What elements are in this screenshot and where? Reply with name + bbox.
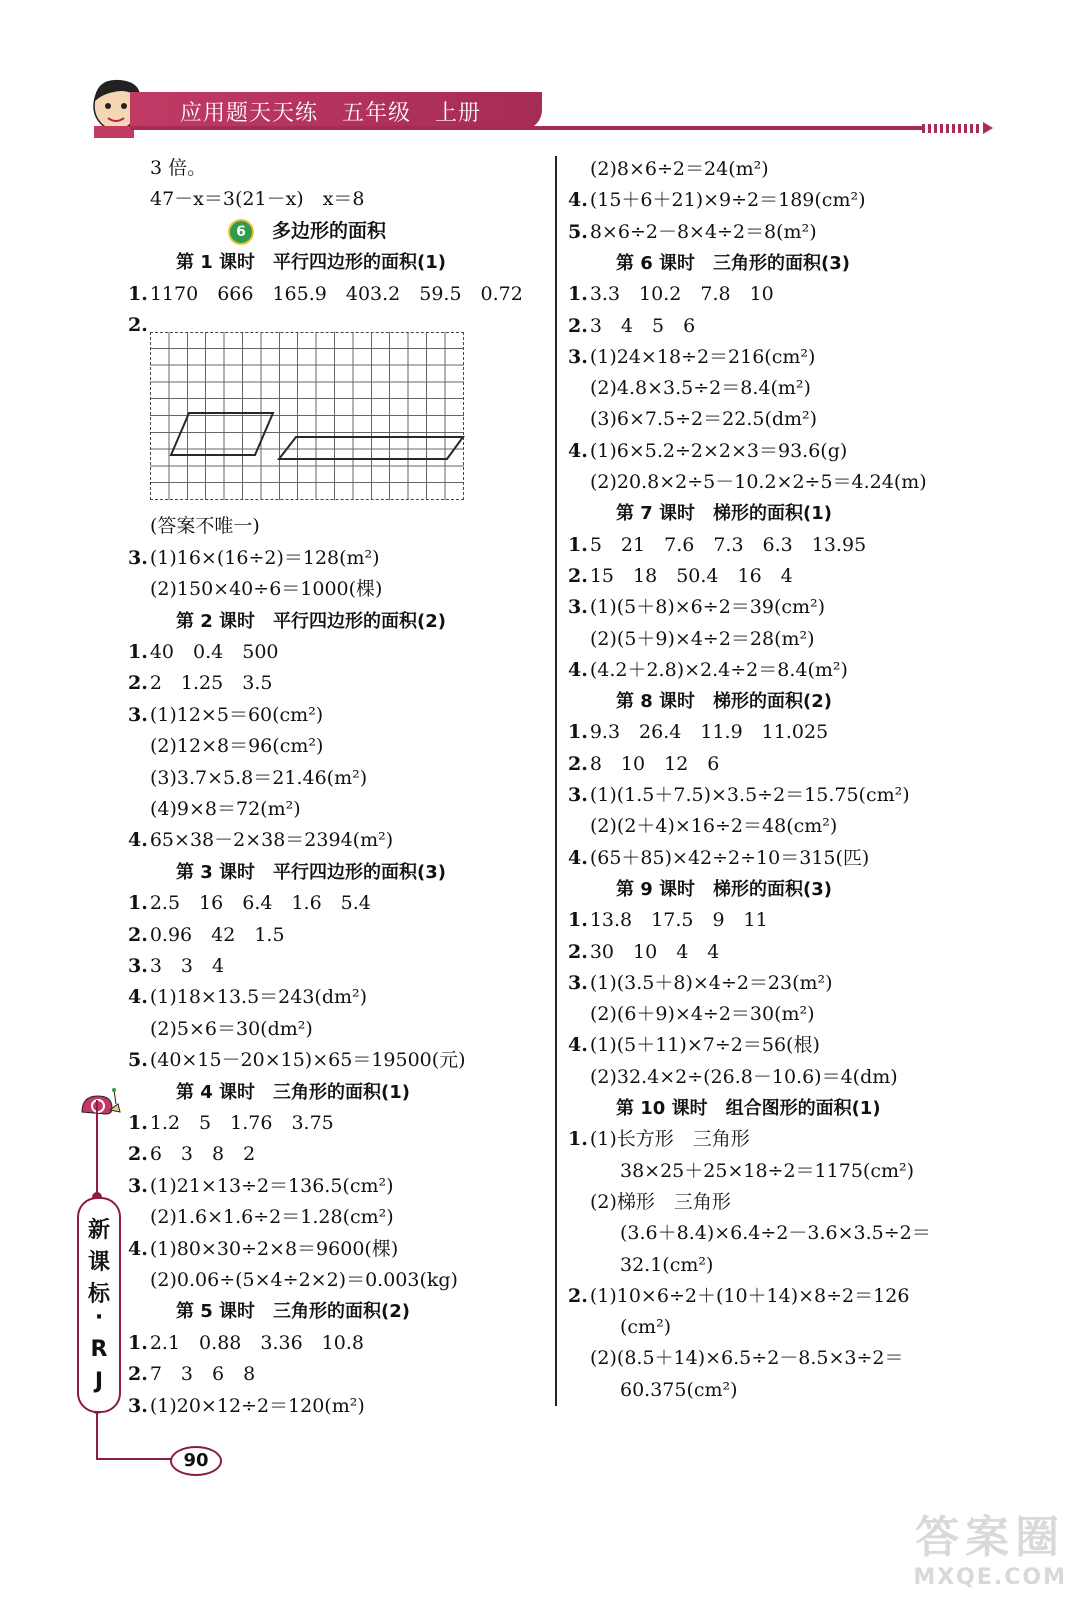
answer-line [620,1159,914,1183]
answer-line [150,1268,458,1292]
answer-text: (1)16×(16÷2)＝128(m²) [149,546,380,569]
question-number: 2. [568,314,588,337]
answer-text: (1)(5＋11)×7÷2＝56(根) [589,1034,820,1057]
answer-text: 2 1.25 3.5 [149,672,273,695]
answer-text: 3 4 5 6 [589,314,696,337]
snail-icon [78,1082,122,1118]
answer-text: 32.1(cm²) [620,1253,714,1276]
answer-line [568,783,910,807]
answer-text: 3 3 4 [149,955,225,977]
answer-text: (1)(1.5＋7.5)×3.5÷2＝15.75(cm²) [589,784,910,806]
answer-line [590,407,817,431]
question-number: 3. [568,345,588,368]
answer-text: 1.2 5 1.76 3.75 [149,1112,334,1134]
tag-char: J [94,1369,104,1394]
answer-line [568,314,695,338]
answer-text: 47－x＝3(21－x) x＝8 [150,188,365,211]
answer-text: (2)(8.5＋14)×6.5÷2－8.5×3÷2＝ [590,1347,904,1370]
answer-text: 2.1 0.88 3.36 10.8 [149,1331,364,1354]
answer-text: 6 3 8 2 [149,1143,256,1166]
question-number: 1. [128,892,148,915]
question-number: 2. [128,672,148,695]
answer-line [128,282,523,306]
header-arrow-icon [983,122,993,134]
question-number: 3. [128,955,148,977]
answer-text: (2)4.8×3.5÷2＝8.4(m²) [590,377,811,400]
question-number: 4. [128,1237,148,1260]
question-number: 4. [128,829,148,852]
answer-line [590,1346,904,1370]
answer-line [568,564,793,588]
answer-line [590,627,815,651]
unit-number-badge: 6 [228,219,254,245]
header-ticks [922,124,982,133]
answer-line [150,187,365,211]
answer-text: (1)长方形 三角形 [589,1128,750,1151]
answer-line [620,1378,738,1402]
answer-text: (3)6×7.5÷2＝22.5(dm²) [590,408,818,431]
question-number: 1. [568,721,588,744]
question-number: 4. [128,986,148,1009]
answer-line [128,1362,255,1386]
answer-text: (2)梯形 三角形 [590,1190,731,1213]
answer-text: (40×15－20×15)×65＝19500(元) [149,1049,466,1072]
answer-text: 7 3 6 8 [149,1363,256,1386]
question-number: 4. [568,439,588,462]
answer-text: (4.2＋2.8)×2.4÷2＝8.4(m²) [589,658,848,681]
question-number: 5. [568,220,588,243]
answer-text: (65＋85)×42÷2÷10＝315(匹) [589,846,870,869]
answer-text: 60.375(cm²) [620,1378,738,1401]
lesson-heading [176,609,446,634]
answer-line [568,595,825,619]
answer-line [590,376,811,400]
answer-line [590,814,837,838]
answer-text: 40 0.4 500 [149,641,279,663]
answer-line [568,971,833,995]
question-number: 2. [568,940,588,963]
answer-line [150,797,301,821]
answer-text: (1)18×13.5＝243(dm²) [149,986,368,1009]
answer-line [590,470,927,494]
answer-line [128,891,371,915]
question-number: 2. [128,1363,148,1386]
lesson-title: 第 5 课时 三角形的面积(2) [176,1301,411,1323]
answer-text: (2)32.4×2÷(26.8－10.6)＝4(dm) [590,1065,898,1088]
answer-text: (1)80×30÷2×8＝9600(棵) [149,1237,399,1260]
answer-text: 8×6÷2－8×4÷2＝8(m²) [589,220,817,243]
lesson-title: 第 2 课时 平行四边形的面积(2) [176,610,447,632]
answer-line [128,671,272,695]
lesson-title: 第 4 课时 三角形的面积(1) [176,1081,411,1103]
lesson-heading [616,689,832,714]
answer-text: (2)5×6＝30(dm²) [150,1017,313,1040]
book-title: 应用题天天练 [180,101,319,126]
question-number: 3. [568,971,588,994]
question-number: 3. [128,1394,148,1417]
answer-text: (2)150×40÷6＝1000(棵) [150,578,383,601]
lesson-heading [176,250,446,275]
question-number: 2. [128,314,148,336]
tag-char: 标 [87,1282,110,1307]
answer-text: (2)(2＋4)×16÷2＝48(cm²) [590,815,838,838]
answer-text: 0.96 42 1.5 [149,923,285,946]
answer-line [590,1190,731,1214]
answer-line [128,313,150,337]
answer-line [568,658,848,682]
answer-line [150,156,206,180]
parallelogram-drawing [151,333,465,501]
answer-line [128,1174,394,1198]
answer-text: (3)3.7×5.8＝21.46(m²) [150,766,368,789]
answer-line [150,1017,313,1041]
question-number: 4. [568,1034,588,1057]
question-number: 4. [568,846,588,869]
answer-text: (2)0.06÷(5×4÷2×2)＝0.003(kg) [150,1269,458,1291]
answer-line [150,734,323,758]
answer-text: (cm²) [620,1316,672,1339]
lesson-title: 第 6 课时 三角形的面积(3) [616,252,851,274]
column-divider [555,156,557,1406]
answer-text: 15 18 50.4 16 4 [589,564,793,587]
lesson-title: 第 10 课时 组合图形的面积(1) [616,1098,881,1119]
question-number: 2. [568,1284,588,1307]
answer-line [568,220,817,244]
volume-label: 上册 [435,101,482,126]
question-number: 4. [568,189,588,212]
question-number: 2. [128,1143,148,1166]
answer-line [590,1065,898,1089]
answer-text: 2.5 16 6.4 1.6 5.4 [149,892,371,915]
answer-line [568,720,828,744]
answer-line [128,954,224,978]
question-number: 1. [568,1128,588,1151]
lesson-heading [176,1299,410,1324]
lesson-heading [616,1096,881,1121]
question-number: 2. [128,923,148,946]
answer-line [128,703,323,727]
answer-note [150,514,260,538]
header-title [180,96,505,127]
grade-label: 五年级 [342,101,412,126]
note-text: (答案不唯一) [150,515,260,538]
answer-line [128,985,367,1009]
answer-line [568,282,774,306]
question-number: 2. [568,752,588,775]
question-number: 1. [128,1112,148,1134]
answer-line [568,846,869,870]
answer-text: (1)21×13÷2＝136.5(cm²) [149,1174,394,1197]
tag-char: 课 [87,1250,110,1275]
lesson-heading [616,877,832,902]
answer-line [590,157,769,181]
answer-text: 3.3 10.2 7.8 10 [589,283,774,306]
answer-line [150,577,382,601]
answer-line [128,1331,364,1355]
answer-line [128,1394,365,1418]
question-number: 3. [128,1174,148,1197]
unit-title: 多边形的面积 [272,219,387,242]
answer-text: (2)(5＋9)×4÷2＝28(m²) [590,627,815,650]
answer-text: 30 10 4 4 [589,940,720,963]
question-number: 2. [568,564,588,587]
answer-line [128,828,393,852]
answer-text: (1)24×18÷2＝216(cm²) [589,345,816,368]
watermark-logo-text: 答案圈 [915,1512,1066,1563]
answer-line [128,1111,334,1135]
question-number: 3. [568,596,588,619]
question-number: 1. [128,282,148,305]
question-number: 1. [128,641,148,663]
lesson-heading [616,501,832,526]
answer-text: 65×38－2×38＝2394(m²) [149,829,394,852]
question-number: 1. [568,283,588,306]
question-number: 3. [568,784,588,806]
question-number: 4. [568,658,588,681]
lesson-title: 第 8 课时 梯形的面积(2) [616,691,833,713]
answer-line [568,1033,820,1057]
answer-text: 5 21 7.6 7.3 6.3 13.95 [589,533,867,556]
answer-line [128,923,285,947]
answer-line [590,1002,815,1026]
answer-line [128,1048,466,1072]
curriculum-tag [77,1197,121,1413]
lesson-title: 第 9 课时 梯形的面积(3) [616,878,833,900]
answer-text: (2)1.6×1.6÷2＝1.28(cm²) [150,1206,394,1229]
question-number: 3. [128,703,148,726]
answer-text: (1)20×12÷2＝120(m²) [149,1394,365,1417]
tag-char: R [90,1337,108,1362]
lesson-title: 第 3 课时 平行四边形的面积(3) [176,861,447,883]
answer-text: 13.8 17.5 9 11 [589,909,768,932]
lesson-title: 第 1 课时 平行四边形的面积(1) [176,252,447,274]
answer-line [568,752,719,776]
answer-text: 9.3 26.4 11.9 11.025 [589,721,829,744]
question-number: 1. [568,909,588,932]
answer-line [568,940,719,964]
answer-text: 3 倍。 [150,157,207,179]
page-number: 90 [170,1446,222,1476]
answer-text: (1)6×5.2÷2×2×3＝93.6(g) [589,439,848,462]
answer-text: (2)20.8×2÷5－10.2×2÷5＝4.24(m) [590,471,927,493]
lesson-heading [176,1080,410,1105]
lesson-heading [616,251,850,276]
lesson-title: 第 7 课时 梯形的面积(1) [616,503,833,525]
question-number: 1. [568,533,588,556]
answer-line [620,1315,671,1339]
answer-text: 38×25＋25×18÷2＝1175(cm²) [620,1159,915,1182]
answer-line [150,1205,394,1229]
unit-heading [228,219,386,245]
tag-char: · [94,1305,104,1330]
answer-text: 8 10 12 6 [589,752,720,775]
watermark [913,1501,1067,1590]
answer-text: (1)12×5＝60(cm²) [149,703,324,726]
answer-text: (1)10×6÷2＋(10＋14)×8÷2＝126 [589,1284,910,1307]
lesson-heading [176,860,446,885]
answer-text: (3.6＋8.4)×6.4÷2－3.6×3.5÷2＝ [620,1222,931,1245]
question-number: 3. [128,546,148,569]
answer-text: (2)(6＋9)×4÷2＝30(m²) [590,1003,815,1026]
answer-line [568,1284,909,1308]
answer-line [568,533,866,557]
answer-line [150,766,367,790]
answer-line [568,188,866,212]
tag-char: 新 [87,1218,110,1243]
answer-text: (2)8×6÷2＝24(m²) [590,158,769,180]
answer-line [128,546,380,570]
answer-line [568,345,815,369]
graph-paper-grid [150,332,464,500]
question-number: 5. [128,1049,148,1072]
side-foot-rule [96,1458,176,1460]
answer-text: (1)(5＋8)×6÷2＝39(cm²) [589,596,826,619]
answer-line [128,1142,255,1166]
answer-line [568,908,768,932]
answer-line [128,640,279,664]
answer-line [128,1237,398,1261]
answer-line [568,1127,750,1151]
answer-text: 1170 666 165.9 403.2 59.5 0.72 [149,282,523,305]
answer-line [620,1253,713,1277]
answer-line [620,1221,931,1245]
answer-text: (2)12×8＝96(cm²) [150,735,324,758]
answer-text: (15＋6＋21)×9÷2＝189(cm²) [589,189,866,212]
answer-text: (4)9×8＝72(m²) [150,798,301,820]
watermark-url: MXQE.COM [913,1565,1067,1590]
question-number: 1. [128,1331,148,1354]
answer-text: (1)(3.5＋8)×4÷2＝23(m²) [589,971,833,994]
answer-line [568,439,847,463]
